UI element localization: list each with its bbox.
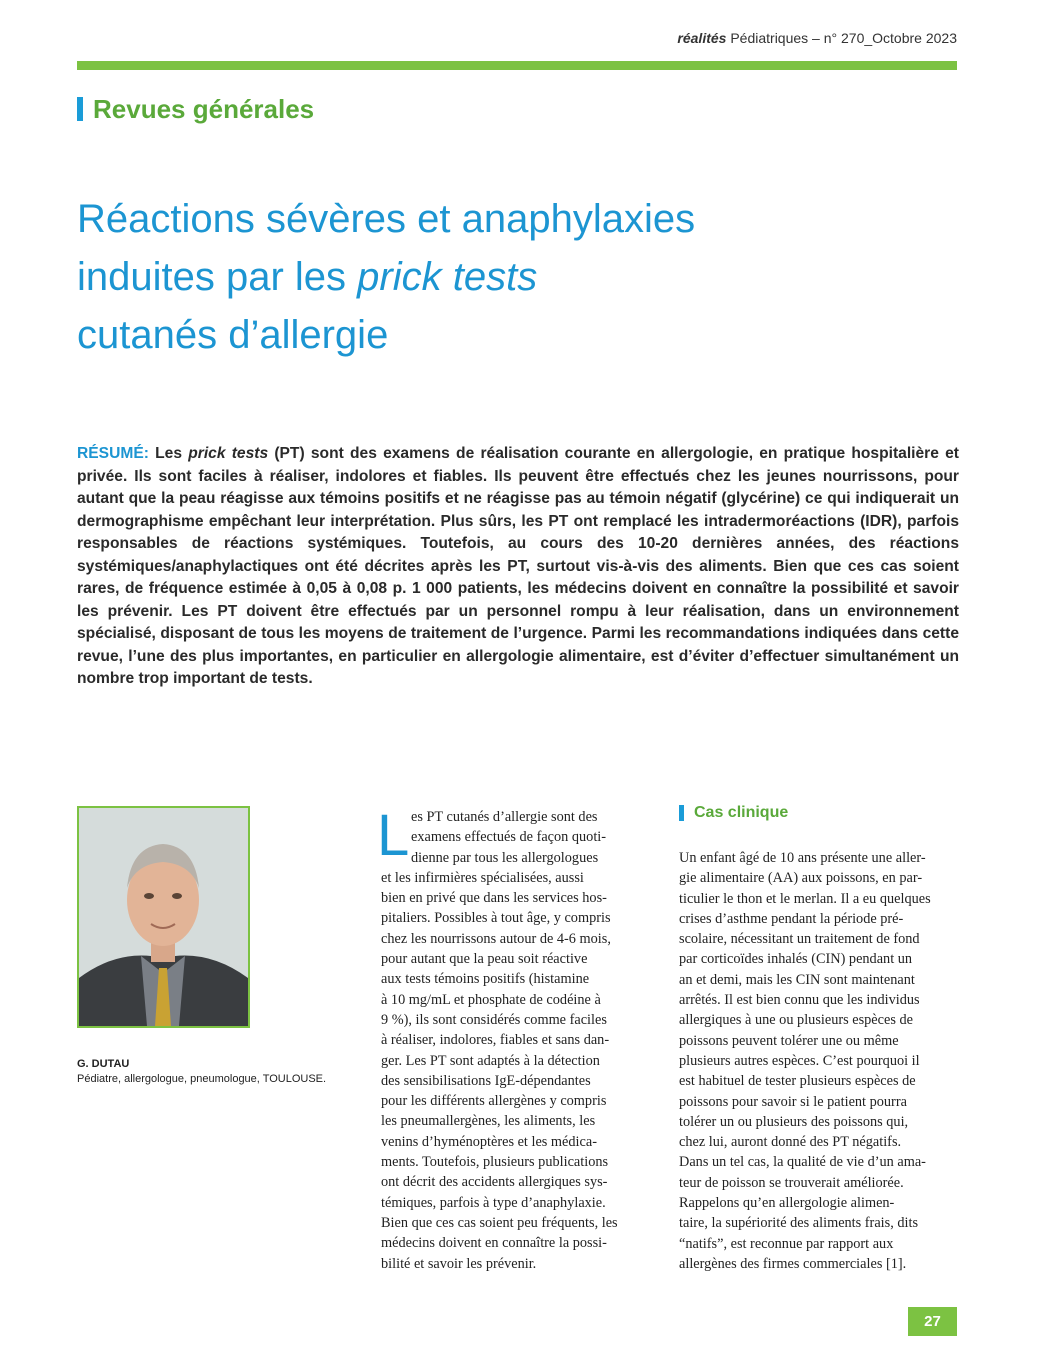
section-heading <box>77 94 314 124</box>
col2-line: à réaliser, indolores, fiables et sans dan- <box>381 1032 610 1049</box>
title-line-2-text: induites par les <box>77 255 358 299</box>
cas-clinique-bar <box>679 805 684 821</box>
author-block <box>77 1057 377 1087</box>
page-number: 27 <box>908 1307 957 1336</box>
body-column-intro <box>381 807 654 1274</box>
abstract-lead: Les <box>148 445 189 462</box>
col3-line: poissons peuvent tolérer une ou même <box>679 1032 899 1049</box>
header-journal: Pédiatriques – n° 270_Octobre 2023 <box>726 30 957 46</box>
abstract-text: (PT) sont des examens de réalisation courante en allergologie, en pratique hospitalière et privée. Ils sont faciles à réaliser, indolores et fiables. Ils peuvent être effectués chez les jeunes nourrissons, pour autant que la peau réagisse aux témoins positifs et ne réagisse pas au témoin négatif (glycérine) ce qui indiquerait un dermographisme empêchant leur interprétation. Plus sûrs, les PT ont remplacé les intradermoréactions (IDR), parfois responsables de réactions systémiques. Toutefois, au cours des 10-20 dernières années, des réactions systémiques/anaphylactiques ont été décrites après les PT, surtout vis-à-vis des aliments. Bien que ces cas soient rares, de fréquence estimée à 0,05 à 0,08 p. 1 000 patients, les médecins doivent en connaître la possibilité et savoir les prévenir. Les PT doivent être effectués par un personnel rompu à leur réalisation, dans un environnement spécialisé, disposant de tous les moyens de traitement de l’urgence. Parmi les recommandations indiquées dans cette revue, l’une des plus importantes, en particulier en allergologie alimentaire, est d’éviter d’effectuer simultanément un nombre trop important de tests. <box>77 445 959 687</box>
col2-line: et les infirmières spécialisées, aussi <box>381 869 584 886</box>
col2-line: témiques, parfois à type d’anaphylaxie. <box>381 1194 606 1211</box>
abstract-italic: prick tests <box>188 445 269 462</box>
col3-line: chez lui, auront donné des PT négatifs. <box>679 1134 902 1151</box>
col2-line: venins d’hyménoptères et les médica- <box>381 1133 597 1150</box>
col3-line: taire, la supériorité des aliments frais, dits <box>679 1215 919 1232</box>
col2-line: ments. Toutefois, plusieurs publications <box>381 1154 609 1171</box>
col2-line: aux tests témoins positifs (histamine <box>381 971 590 988</box>
col3-line: an et demi, mais les CIN sont maintenant <box>679 971 915 988</box>
col3-line: poissons pour savoir si le patient pourra <box>679 1093 907 1110</box>
col3-line: Rappelons qu’en allergologie alimen- <box>679 1195 895 1212</box>
cas-clinique-heading <box>679 804 788 822</box>
col3-line: gie alimentaire (AA) aux poissons, en par- <box>679 870 923 887</box>
author-name: G. DUTAU <box>77 1058 130 1070</box>
col2-line: pour autant que la peau soit réactive <box>381 951 588 968</box>
body-column-cas-clinique <box>679 848 958 1274</box>
col3-line: ticulier le thon et le merlan. Il a eu quelques <box>679 890 931 907</box>
cas-clinique-label: Cas clinique <box>694 804 789 821</box>
col3-line: Dans un tel cas, la qualité de vie d’un ama- <box>679 1154 926 1171</box>
col3-line: tolérer un ou plusieurs des poissons qui, <box>679 1113 909 1130</box>
running-header <box>77 30 957 46</box>
col2-line: pour les différents allergènes y compris <box>381 1093 607 1110</box>
header-rule <box>77 61 957 70</box>
header-brand: réalités <box>677 30 727 46</box>
abstract <box>77 443 959 691</box>
col2-line: es PT cutanés d’allergie sont des <box>411 809 598 825</box>
col3-line: par corticoïdes inhalés (CIN) pendant un <box>679 951 913 968</box>
abstract-label: RÉSUMÉ: <box>77 445 149 462</box>
col2-line: 9 %), ils sont considérés comme faciles <box>381 1011 607 1028</box>
col3-line: est habituel de tester plusieurs espèces de <box>679 1073 916 1090</box>
col3-line: allergiques à une ou plusieurs espèces de <box>679 1012 913 1029</box>
col3-line: allergènes des firmes commerciales [1]. <box>679 1255 907 1272</box>
section-label: Revues générales <box>93 93 315 124</box>
col2-line: médecins doivent en connaître la possi- <box>381 1235 607 1252</box>
drop-cap: L <box>377 803 410 868</box>
col3-line: Un enfant âgé de 10 ans présente une aller- <box>679 850 926 866</box>
col2-line: bilité et savoir les prévenir. <box>381 1255 537 1272</box>
col2-line: Bien que ces cas soient peu fréquents, les <box>381 1214 618 1231</box>
col3-line: scolaire, nécessitant un traitement de fond <box>679 931 920 948</box>
col2-line: ger. Les PT sont adaptés à la détection <box>381 1052 600 1069</box>
col2-line: examens effectués de façon quoti- <box>411 829 607 846</box>
author-photo <box>77 806 250 1028</box>
col2-line: dienne par tous les allergologues <box>411 849 599 866</box>
col2-line: à 10 mg/mL et phosphate de codéine à <box>381 991 601 1008</box>
col2-line: les pneumallergènes, les aliments, les <box>381 1113 596 1130</box>
title-line-1: Réactions sévères et anaphylaxies <box>77 197 696 241</box>
col3-line: arrêtés. Il est bien connu que les individus <box>679 992 920 1009</box>
title-line-3: cutanés d’allergie <box>77 313 389 357</box>
col3-line: crises d’asthme pendant la période pré- <box>679 910 904 927</box>
author-portrait-illustration <box>79 808 248 1026</box>
col2-line: ont décrit des accidents allergiques sys- <box>381 1174 608 1191</box>
title-line-2-italic: prick tests <box>357 255 538 299</box>
author-affiliation: Pédiatre, allergologue, pneumologue, TOULOUSE. <box>77 1073 327 1085</box>
title-line-2 <box>77 248 937 306</box>
col2-line: bien en privé que dans les services hos- <box>381 890 607 907</box>
col3-line: plusieurs autres espèces. C’est pourquoi il <box>679 1052 920 1069</box>
col2-line: pitaliers. Possibles à tout âge, y compris <box>381 910 611 927</box>
article-title <box>77 190 937 364</box>
col2-line: des sensibilisations IgE-dépendantes <box>381 1072 591 1089</box>
col3-line: teur de poisson se trouverait améliorée. <box>679 1174 904 1191</box>
section-bar <box>77 97 83 121</box>
col2-line: chez les nourrissons autour de 4-6 mois, <box>381 930 611 947</box>
col3-line: “natifs”, est reconnue par rapport aux <box>679 1235 894 1252</box>
